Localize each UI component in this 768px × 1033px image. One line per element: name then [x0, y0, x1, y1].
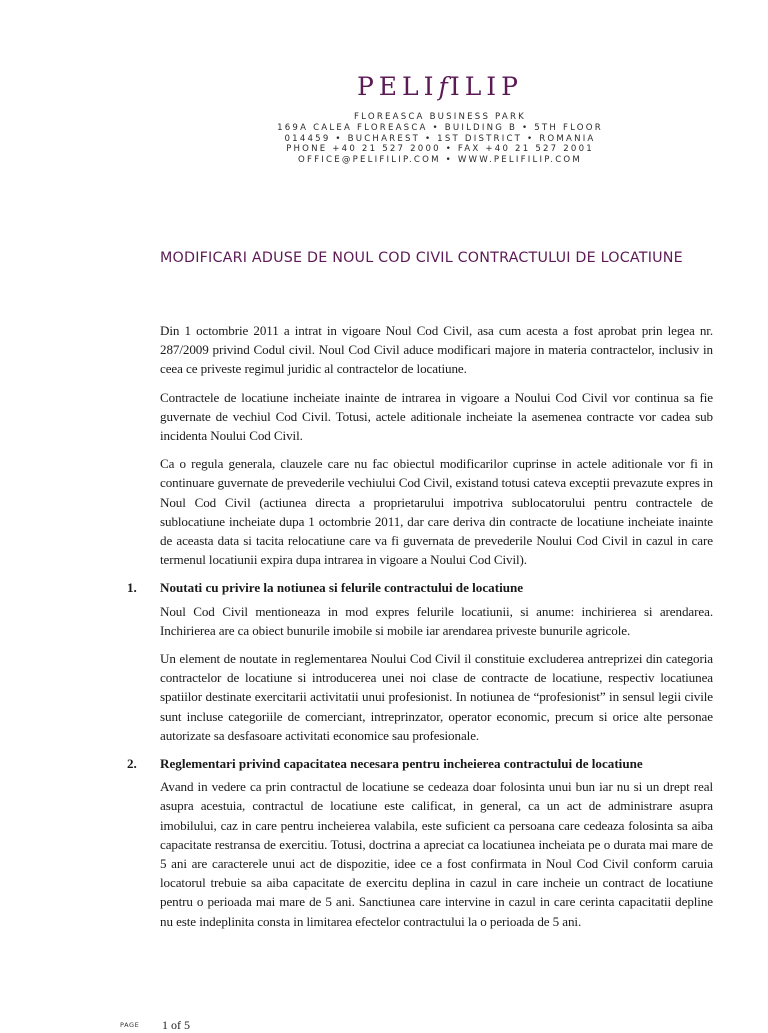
- section-paragraph: Avand in vedere ca prin contractul de locatiune se cedeaza doar folosinta unui bun iar nu si un drept real asupra acestuia, contractul de locatiune este calificat, in general, ca un act de administrare asupra imobilului, caz in care pentru incheierea valabila, este suficient ca persoana care cedeaza folosinta sa aiba capacitate restransa de exercitiu. Totusi, doctrina a apreciat ca locatiunea incheiata pe o durata mai mare de 5 ani are caracterele unui act de dispozitie, idee ce a fost confirmata in Noul Cod Civil conform caruia locatorul trebuie sa aiba capacitate de exercitu deplina in cazul in care incheie un contract de locatiune pentru o perioada mai mare de 5 ani. Sanctiunea care intervine in cazul in care cerinta capacitatii depline nu este indeplinita consta in limitarea efectelor contractului la o perioada de 5 ani.: [160, 779, 713, 929]
- section-title: Reglementari privind capacitatea necesara pentru incheierea contractului de locatiune: [160, 756, 643, 772]
- address-line: 014459 • BUCHAREST • 1ST DISTRICT • ROMANIA: [284, 133, 596, 144]
- page-label: PAGE: [120, 1021, 140, 1029]
- document-body: [127, 321, 713, 940]
- intro-paragraph: Contractele de locatiune incheiate inainte de intrarea in vigoare a Noului Cod Civil vor continua sa fie guvernate de vechiul Cod Civil. Totusi, actele aditionale incheiate la asemenea contracte vor cadea sub incidenta Noului Cod Civil.: [160, 389, 713, 444]
- page-number: 1 of 5: [162, 1018, 190, 1032]
- section-1: [127, 578, 713, 745]
- intro-paragraph: Ca o regula generala, clauzele care nu fac obiectul modificarilor cuprinse in actele aditionale vor fi in continuare guvernate de prevederile vechiului Cod Civil, existand totusi cateva exceptii prevazute expres in Noul Cod Civil (actiunea directa a proprietarului impotriva sublocatorului pentru contractele de sublocatiune incheiate dupa 1 octombrie 2011, dar care deriva din contracte de locatiune incheiate inainte de aceasta data si tacita relocatiune care va fi guvernata de prevederile Noului Cod Civil in cazul in care termenul locatiunii expira dupa intrarea in vigoare a Noului Cod Civil).: [160, 456, 713, 568]
- section-number: 1.: [127, 580, 137, 596]
- section-title: Noutati cu privire la notiunea si felurile contractului de locatiune: [160, 580, 524, 596]
- intro-paragraph: Din 1 octombrie 2011 a intrat in vigoare Noul Cod Civil, asa cum acesta a fost aprobat prin legea nr. 287/2009 privind Codul civil. Noul Cod Civil aduce modificari majore in materia contractelor, inclusiv in ceea ce priveste regimul juridic al contractelor de locatiune.: [160, 323, 713, 377]
- address-line: PHONE +40 21 527 2000 • FAX +40 21 527 2001: [286, 144, 594, 155]
- company-address: [230, 112, 650, 166]
- letterhead: [230, 72, 650, 166]
- section-2: [127, 754, 713, 931]
- section-paragraph: Noul Cod Civil mentioneaza in mod expres felurile locatiunii, si anume: inchirierea si arendarea. Inchirierea are ca obiect bunurile imobile si mobile iar arendarea priveste bunurile agricole.: [160, 603, 713, 638]
- section-paragraph: Un element de noutate in reglementarea Noului Cod Civil il constituie excluderea antreprizei din categoria contractelor de locatiune si introducerea unei noi clase de contracte de locatiune, respectiv locatiunea spatiilor destinate exercitarii activitatii unui profesionist. In notiunea de “profesionist” in sensul legii civile sunt incluse categoriile de comerciant, intreprinzator, operator economic, precum si orice alte personae autorizate sa desfasoare activitati economice sau profesionale.: [160, 651, 713, 743]
- section-heading: [127, 578, 713, 597]
- section-heading: [127, 754, 713, 773]
- company-logo: PELIfILIP: [356, 72, 523, 101]
- page-footer: [120, 1014, 190, 1032]
- document-title: MODIFICARI ADUSE DE NOUL COD CIVIL CONTRACTULUI DE LOCATIUNE: [160, 250, 683, 266]
- address-line: OFFICE@PELIFILIP.COM • WWW.PELIFILIP.COM: [298, 155, 582, 166]
- address-line: FLOREASCA BUSINESS PARK: [354, 112, 526, 122]
- address-line: 169A CALEA FLOREASCA • BUILDING B • 5TH FLOOR: [277, 122, 603, 133]
- section-number: 2.: [127, 756, 137, 772]
